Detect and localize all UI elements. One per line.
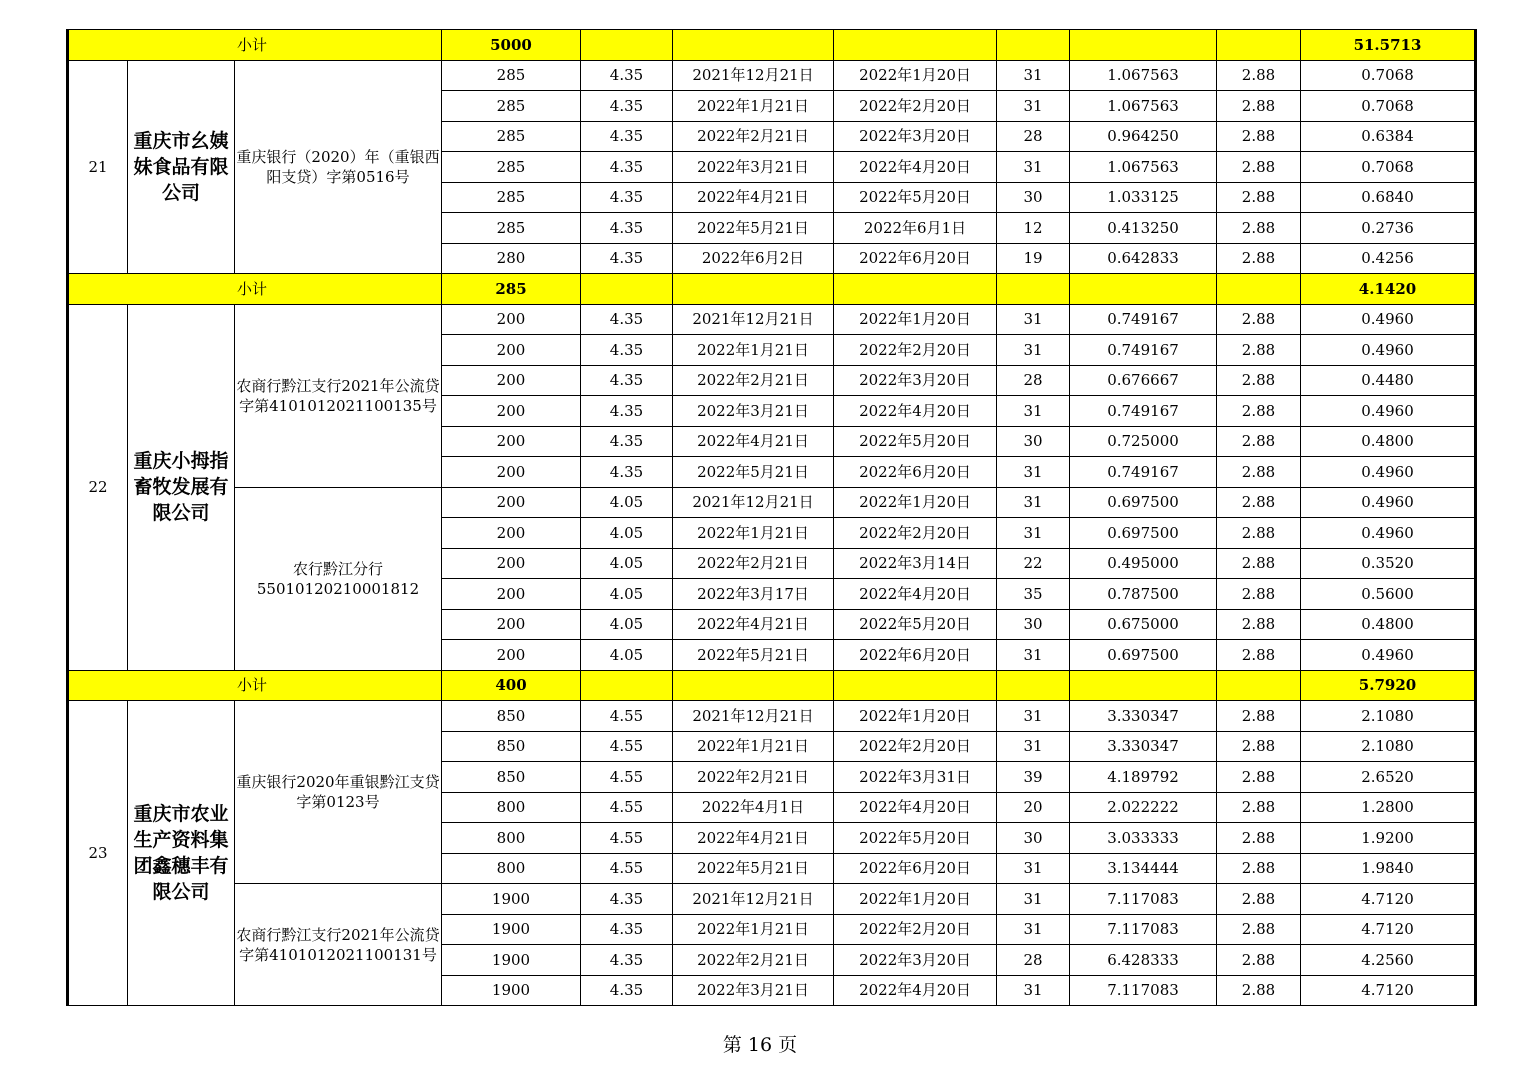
interest-rate: 4.05 <box>581 487 673 518</box>
contract-name: 农商行黔江支行2021年公流贷字第4101012021100135号 <box>235 304 442 487</box>
days: 31 <box>997 701 1070 732</box>
subsidy-amount: 4.7120 <box>1301 975 1476 1006</box>
interest-amount: 0.413250 <box>1070 213 1217 244</box>
subtotal-empty-cell <box>1217 30 1301 61</box>
end-date: 2022年3月31日 <box>834 762 997 793</box>
start-date: 2022年4月21日 <box>673 182 834 213</box>
interest-amount: 1.067563 <box>1070 60 1217 91</box>
subsidy-rate: 2.88 <box>1217 365 1301 396</box>
subsidy-amount: 4.7120 <box>1301 914 1476 945</box>
row-number: 22 <box>68 304 128 670</box>
interest-amount: 3.033333 <box>1070 823 1217 854</box>
table-row <box>68 884 1476 915</box>
loan-amount: 285 <box>442 121 581 152</box>
subtotal-amount: 5000 <box>442 30 581 61</box>
interest-amount: 0.642833 <box>1070 243 1217 274</box>
subtotal-row <box>68 670 1476 701</box>
start-date: 2021年12月21日 <box>673 60 834 91</box>
subsidy-amount: 0.4960 <box>1301 457 1476 488</box>
interest-rate: 4.35 <box>581 396 673 427</box>
start-date: 2022年5月21日 <box>673 640 834 671</box>
subtotal-empty-cell <box>673 274 834 305</box>
days: 30 <box>997 426 1070 457</box>
subsidy-rate: 2.88 <box>1217 640 1301 671</box>
company-name: 重庆市幺姨妹食品有限公司 <box>128 60 235 274</box>
table-row <box>68 487 1476 518</box>
end-date: 2022年4月20日 <box>834 152 997 183</box>
subsidy-rate: 2.88 <box>1217 884 1301 915</box>
interest-rate: 4.35 <box>581 365 673 396</box>
subsidy-amount: 0.4960 <box>1301 335 1476 366</box>
subtotal-empty-cell <box>673 670 834 701</box>
interest-amount: 0.725000 <box>1070 426 1217 457</box>
interest-rate: 4.35 <box>581 457 673 488</box>
end-date: 2022年1月20日 <box>834 884 997 915</box>
loan-amount: 1900 <box>442 914 581 945</box>
subtotal-empty-cell <box>834 670 997 701</box>
row-number: 21 <box>68 60 128 274</box>
subtotal-empty-cell <box>1217 670 1301 701</box>
interest-amount: 0.697500 <box>1070 518 1217 549</box>
page-footer: 第 16 页 <box>722 1034 798 1056</box>
subsidy-rate: 2.88 <box>1217 304 1301 335</box>
start-date: 2021年12月21日 <box>673 701 834 732</box>
start-date: 2021年12月21日 <box>673 304 834 335</box>
days: 31 <box>997 304 1070 335</box>
subsidy-amount: 0.2736 <box>1301 213 1476 244</box>
end-date: 2022年5月20日 <box>834 426 997 457</box>
interest-amount: 0.749167 <box>1070 396 1217 427</box>
loan-amount: 200 <box>442 426 581 457</box>
subtotal-empty-cell <box>1070 30 1217 61</box>
days: 31 <box>997 884 1070 915</box>
subtotal-empty-cell <box>581 30 673 61</box>
loan-amount: 200 <box>442 396 581 427</box>
subsidy-rate: 2.88 <box>1217 792 1301 823</box>
days: 28 <box>997 121 1070 152</box>
subsidy-amount: 0.6384 <box>1301 121 1476 152</box>
subsidy-amount: 4.2560 <box>1301 945 1476 976</box>
start-date: 2022年2月21日 <box>673 762 834 793</box>
subtotal-label: 小计 <box>68 274 442 305</box>
contract-name: 重庆银行2020年重银黔江支贷字第0123号 <box>235 701 442 884</box>
end-date: 2022年2月20日 <box>834 731 997 762</box>
loan-amount: 200 <box>442 548 581 579</box>
end-date: 2022年6月20日 <box>834 243 997 274</box>
subsidy-amount: 1.2800 <box>1301 792 1476 823</box>
start-date: 2022年2月21日 <box>673 121 834 152</box>
interest-amount: 0.676667 <box>1070 365 1217 396</box>
subtotal-label: 小计 <box>68 670 442 701</box>
start-date: 2022年3月21日 <box>673 975 834 1006</box>
subsidy-amount: 1.9200 <box>1301 823 1476 854</box>
interest-rate: 4.35 <box>581 426 673 457</box>
subtotal-interest: 5.7920 <box>1301 670 1476 701</box>
end-date: 2022年6月1日 <box>834 213 997 244</box>
subsidy-rate: 2.88 <box>1217 518 1301 549</box>
interest-rate: 4.35 <box>581 60 673 91</box>
subsidy-rate: 2.88 <box>1217 579 1301 610</box>
end-date: 2022年1月20日 <box>834 304 997 335</box>
interest-amount: 0.749167 <box>1070 457 1217 488</box>
days: 19 <box>997 243 1070 274</box>
start-date: 2022年4月21日 <box>673 609 834 640</box>
subsidy-amount: 0.3520 <box>1301 548 1476 579</box>
start-date: 2022年1月21日 <box>673 914 834 945</box>
end-date: 2022年6月20日 <box>834 640 997 671</box>
days: 31 <box>997 975 1070 1006</box>
loan-amount: 1900 <box>442 975 581 1006</box>
interest-amount: 0.697500 <box>1070 487 1217 518</box>
subtotal-label: 小计 <box>68 30 442 61</box>
interest-table <box>66 29 1477 1006</box>
start-date: 2022年5月21日 <box>673 213 834 244</box>
start-date: 2022年3月21日 <box>673 152 834 183</box>
loan-amount: 285 <box>442 213 581 244</box>
start-date: 2022年2月21日 <box>673 365 834 396</box>
subsidy-rate: 2.88 <box>1217 91 1301 122</box>
interest-rate: 4.55 <box>581 762 673 793</box>
days: 30 <box>997 823 1070 854</box>
loan-amount: 200 <box>442 335 581 366</box>
contract-name: 农行黔江分行55010120210001812 <box>235 487 442 670</box>
days: 12 <box>997 213 1070 244</box>
subtotal-empty-cell <box>1217 274 1301 305</box>
interest-rate: 4.55 <box>581 853 673 884</box>
loan-amount: 200 <box>442 457 581 488</box>
interest-amount: 3.330347 <box>1070 701 1217 732</box>
subsidy-amount: 0.4960 <box>1301 640 1476 671</box>
subsidy-rate: 2.88 <box>1217 914 1301 945</box>
subsidy-amount: 0.4960 <box>1301 396 1476 427</box>
interest-amount: 0.495000 <box>1070 548 1217 579</box>
end-date: 2022年2月20日 <box>834 91 997 122</box>
interest-rate: 4.35 <box>581 213 673 244</box>
subtotal-empty-cell <box>997 670 1070 701</box>
subsidy-rate: 2.88 <box>1217 457 1301 488</box>
interest-amount: 0.964250 <box>1070 121 1217 152</box>
subtotal-empty-cell <box>834 30 997 61</box>
subsidy-amount: 0.4960 <box>1301 304 1476 335</box>
end-date: 2022年6月20日 <box>834 853 997 884</box>
subsidy-rate: 2.88 <box>1217 213 1301 244</box>
interest-rate: 4.35 <box>581 945 673 976</box>
end-date: 2022年4月20日 <box>834 396 997 427</box>
loan-amount: 800 <box>442 792 581 823</box>
days: 31 <box>997 152 1070 183</box>
loan-amount: 200 <box>442 640 581 671</box>
days: 31 <box>997 518 1070 549</box>
subsidy-rate: 2.88 <box>1217 548 1301 579</box>
interest-rate: 4.05 <box>581 609 673 640</box>
interest-amount: 0.787500 <box>1070 579 1217 610</box>
start-date: 2022年5月21日 <box>673 457 834 488</box>
interest-rate: 4.35 <box>581 182 673 213</box>
days: 22 <box>997 548 1070 579</box>
contract-name: 农商行黔江支行2021年公流贷字第4101012021100131号 <box>235 884 442 1006</box>
interest-amount: 1.067563 <box>1070 152 1217 183</box>
row-number: 23 <box>68 701 128 1006</box>
interest-rate: 4.35 <box>581 243 673 274</box>
interest-amount: 1.033125 <box>1070 182 1217 213</box>
loan-amount: 200 <box>442 365 581 396</box>
end-date: 2022年3月20日 <box>834 945 997 976</box>
loan-amount: 850 <box>442 701 581 732</box>
subsidy-rate: 2.88 <box>1217 152 1301 183</box>
subsidy-rate: 2.88 <box>1217 731 1301 762</box>
loan-amount: 850 <box>442 762 581 793</box>
start-date: 2022年4月21日 <box>673 426 834 457</box>
interest-rate: 4.55 <box>581 823 673 854</box>
subtotal-empty-cell <box>581 670 673 701</box>
days: 31 <box>997 396 1070 427</box>
days: 30 <box>997 609 1070 640</box>
subsidy-amount: 0.6840 <box>1301 182 1476 213</box>
interest-rate: 4.55 <box>581 792 673 823</box>
subtotal-empty-cell <box>1070 274 1217 305</box>
loan-amount: 280 <box>442 243 581 274</box>
table-body <box>68 30 1476 1006</box>
table-row <box>68 304 1476 335</box>
subsidy-amount: 0.4800 <box>1301 609 1476 640</box>
days: 31 <box>997 914 1070 945</box>
contract-name: 重庆银行（2020）年（重银西阳支贷）字第0516号 <box>235 60 442 274</box>
loan-amount: 200 <box>442 304 581 335</box>
loan-amount: 800 <box>442 823 581 854</box>
days: 31 <box>997 731 1070 762</box>
interest-amount: 2.022222 <box>1070 792 1217 823</box>
start-date: 2022年3月21日 <box>673 396 834 427</box>
interest-amount: 0.697500 <box>1070 640 1217 671</box>
end-date: 2022年2月20日 <box>834 335 997 366</box>
subtotal-amount: 400 <box>442 670 581 701</box>
days: 30 <box>997 182 1070 213</box>
start-date: 2022年1月21日 <box>673 335 834 366</box>
days: 31 <box>997 335 1070 366</box>
subsidy-amount: 2.1080 <box>1301 731 1476 762</box>
subsidy-rate: 2.88 <box>1217 823 1301 854</box>
subsidy-amount: 0.7068 <box>1301 152 1476 183</box>
subsidy-rate: 2.88 <box>1217 335 1301 366</box>
days: 31 <box>997 457 1070 488</box>
interest-rate: 4.35 <box>581 121 673 152</box>
start-date: 2022年1月21日 <box>673 731 834 762</box>
subsidy-rate: 2.88 <box>1217 701 1301 732</box>
start-date: 2022年2月21日 <box>673 945 834 976</box>
end-date: 2022年4月20日 <box>834 792 997 823</box>
subsidy-rate: 2.88 <box>1217 396 1301 427</box>
days: 31 <box>997 853 1070 884</box>
interest-rate: 4.05 <box>581 640 673 671</box>
subsidy-amount: 0.4480 <box>1301 365 1476 396</box>
loan-amount: 285 <box>442 182 581 213</box>
subtotal-row <box>68 274 1476 305</box>
days: 20 <box>997 792 1070 823</box>
interest-rate: 4.35 <box>581 884 673 915</box>
end-date: 2022年1月20日 <box>834 701 997 732</box>
loan-amount: 1900 <box>442 945 581 976</box>
end-date: 2022年3月20日 <box>834 365 997 396</box>
subsidy-rate: 2.88 <box>1217 60 1301 91</box>
subsidy-amount: 0.5600 <box>1301 579 1476 610</box>
subsidy-rate: 2.88 <box>1217 121 1301 152</box>
subtotal-empty-cell <box>997 30 1070 61</box>
subsidy-amount: 0.4800 <box>1301 426 1476 457</box>
start-date: 2022年6月2日 <box>673 243 834 274</box>
interest-rate: 4.35 <box>581 91 673 122</box>
end-date: 2022年4月20日 <box>834 975 997 1006</box>
end-date: 2022年5月20日 <box>834 823 997 854</box>
loan-amount: 285 <box>442 91 581 122</box>
loan-amount: 200 <box>442 579 581 610</box>
subtotal-empty-cell <box>581 274 673 305</box>
end-date: 2022年5月20日 <box>834 609 997 640</box>
subsidy-rate: 2.88 <box>1217 182 1301 213</box>
start-date: 2022年2月21日 <box>673 548 834 579</box>
subsidy-rate: 2.88 <box>1217 853 1301 884</box>
end-date: 2022年1月20日 <box>834 60 997 91</box>
company-name: 重庆市农业生产资料集团鑫穗丰有限公司 <box>128 701 235 1006</box>
days: 39 <box>997 762 1070 793</box>
interest-rate: 4.05 <box>581 518 673 549</box>
loan-amount: 285 <box>442 60 581 91</box>
subsidy-amount: 1.9840 <box>1301 853 1476 884</box>
start-date: 2022年1月21日 <box>673 91 834 122</box>
subtotal-empty-cell <box>673 30 834 61</box>
days: 28 <box>997 365 1070 396</box>
end-date: 2022年2月20日 <box>834 518 997 549</box>
interest-rate: 4.55 <box>581 731 673 762</box>
subsidy-rate: 2.88 <box>1217 609 1301 640</box>
days: 31 <box>997 91 1070 122</box>
subsidy-amount: 2.6520 <box>1301 762 1476 793</box>
interest-amount: 7.117083 <box>1070 884 1217 915</box>
interest-amount: 7.117083 <box>1070 914 1217 945</box>
start-date: 2022年5月21日 <box>673 853 834 884</box>
interest-rate: 4.55 <box>581 701 673 732</box>
subsidy-amount: 2.1080 <box>1301 701 1476 732</box>
days: 31 <box>997 487 1070 518</box>
interest-rate: 4.35 <box>581 914 673 945</box>
subsidy-rate: 2.88 <box>1217 945 1301 976</box>
loan-amount: 200 <box>442 518 581 549</box>
interest-amount: 1.067563 <box>1070 91 1217 122</box>
interest-amount: 6.428333 <box>1070 945 1217 976</box>
interest-rate: 4.35 <box>581 304 673 335</box>
interest-rate: 4.05 <box>581 548 673 579</box>
company-name: 重庆小拇指畜牧发展有限公司 <box>128 304 235 670</box>
end-date: 2022年6月20日 <box>834 457 997 488</box>
subtotal-empty-cell <box>834 274 997 305</box>
interest-amount: 0.675000 <box>1070 609 1217 640</box>
subsidy-rate: 2.88 <box>1217 243 1301 274</box>
subsidy-amount: 0.7068 <box>1301 60 1476 91</box>
start-date: 2022年1月21日 <box>673 518 834 549</box>
subsidy-amount: 0.4960 <box>1301 487 1476 518</box>
start-date: 2021年12月21日 <box>673 487 834 518</box>
end-date: 2022年5月20日 <box>834 182 997 213</box>
loan-amount: 200 <box>442 487 581 518</box>
table-row <box>68 701 1476 732</box>
subsidy-rate: 2.88 <box>1217 487 1301 518</box>
interest-amount: 3.330347 <box>1070 731 1217 762</box>
subtotal-amount: 285 <box>442 274 581 305</box>
days: 31 <box>997 640 1070 671</box>
subtotal-interest: 51.5713 <box>1301 30 1476 61</box>
interest-amount: 0.749167 <box>1070 335 1217 366</box>
table-row <box>68 60 1476 91</box>
days: 35 <box>997 579 1070 610</box>
interest-amount: 3.134444 <box>1070 853 1217 884</box>
subsidy-rate: 2.88 <box>1217 762 1301 793</box>
days: 28 <box>997 945 1070 976</box>
interest-rate: 4.35 <box>581 335 673 366</box>
subtotal-empty-cell <box>1070 670 1217 701</box>
start-date: 2022年4月1日 <box>673 792 834 823</box>
subsidy-amount: 0.4256 <box>1301 243 1476 274</box>
subsidy-amount: 0.4960 <box>1301 518 1476 549</box>
subsidy-amount: 0.7068 <box>1301 91 1476 122</box>
end-date: 2022年1月20日 <box>834 487 997 518</box>
interest-amount: 4.189792 <box>1070 762 1217 793</box>
loan-amount: 800 <box>442 853 581 884</box>
end-date: 2022年4月20日 <box>834 579 997 610</box>
interest-rate: 4.35 <box>581 152 673 183</box>
subtotal-interest: 4.1420 <box>1301 274 1476 305</box>
start-date: 2022年3月17日 <box>673 579 834 610</box>
start-date: 2022年4月21日 <box>673 823 834 854</box>
loan-amount: 850 <box>442 731 581 762</box>
start-date: 2021年12月21日 <box>673 884 834 915</box>
subsidy-rate: 2.88 <box>1217 975 1301 1006</box>
subtotal-empty-cell <box>997 274 1070 305</box>
loan-amount: 285 <box>442 152 581 183</box>
end-date: 2022年3月14日 <box>834 548 997 579</box>
loan-amount: 1900 <box>442 884 581 915</box>
interest-amount: 7.117083 <box>1070 975 1217 1006</box>
days: 31 <box>997 60 1070 91</box>
interest-rate: 4.05 <box>581 579 673 610</box>
subtotal-row <box>68 30 1476 61</box>
subsidy-rate: 2.88 <box>1217 426 1301 457</box>
end-date: 2022年2月20日 <box>834 914 997 945</box>
end-date: 2022年3月20日 <box>834 121 997 152</box>
interest-rate: 4.35 <box>581 975 673 1006</box>
subsidy-amount: 4.7120 <box>1301 884 1476 915</box>
loan-amount: 200 <box>442 609 581 640</box>
interest-amount: 0.749167 <box>1070 304 1217 335</box>
